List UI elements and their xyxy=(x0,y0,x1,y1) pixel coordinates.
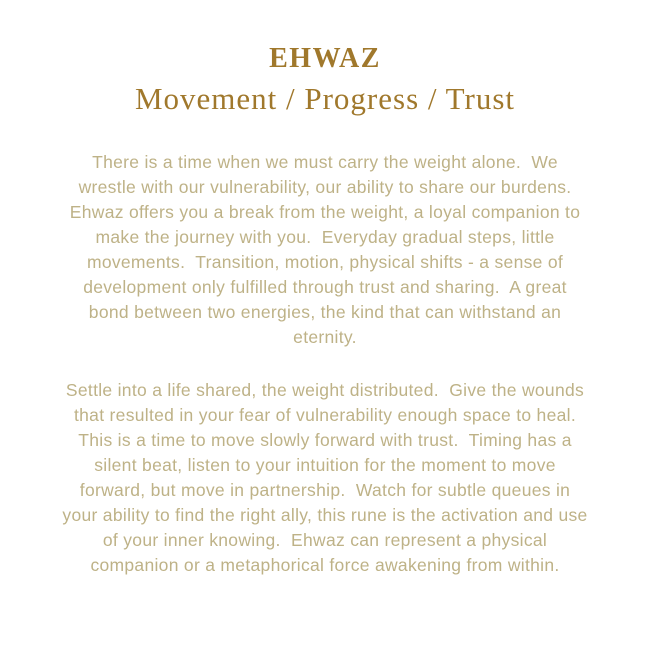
page-title: EHWAZ xyxy=(269,43,381,74)
rune-guidance-paragraph: Settle into a life shared, the weight distributed. Give the wounds that resulted in your fear of vulnerability enough space to heal. This is a time to move slowly forward with trust. Timing has a silent beat, listen to your intuition for the moment to move forward, but move in partnership. Watch for subtle queues in your ability to find the right ally, this rune is the activation and use of your inner knowing. Ehwaz can represent a physical companion or a metaphorical force awakening from within. xyxy=(62,380,593,576)
page-subtitle: Movement / Progress / Trust xyxy=(134,80,516,116)
rune-description-paragraph: There is a time when we must carry the weight alone. We wrestle with our vulnerability, our ability to share our burdens. Ehwaz offers you a break from the weight, a loyal companion to make the journey with you. Everyday gradual steps, little movements. Transition, motion, physical shifts - a sense of development only fulfilled through trust and sharing. A great bond between two energies, the kind that can withstand an eternity. xyxy=(69,152,586,348)
